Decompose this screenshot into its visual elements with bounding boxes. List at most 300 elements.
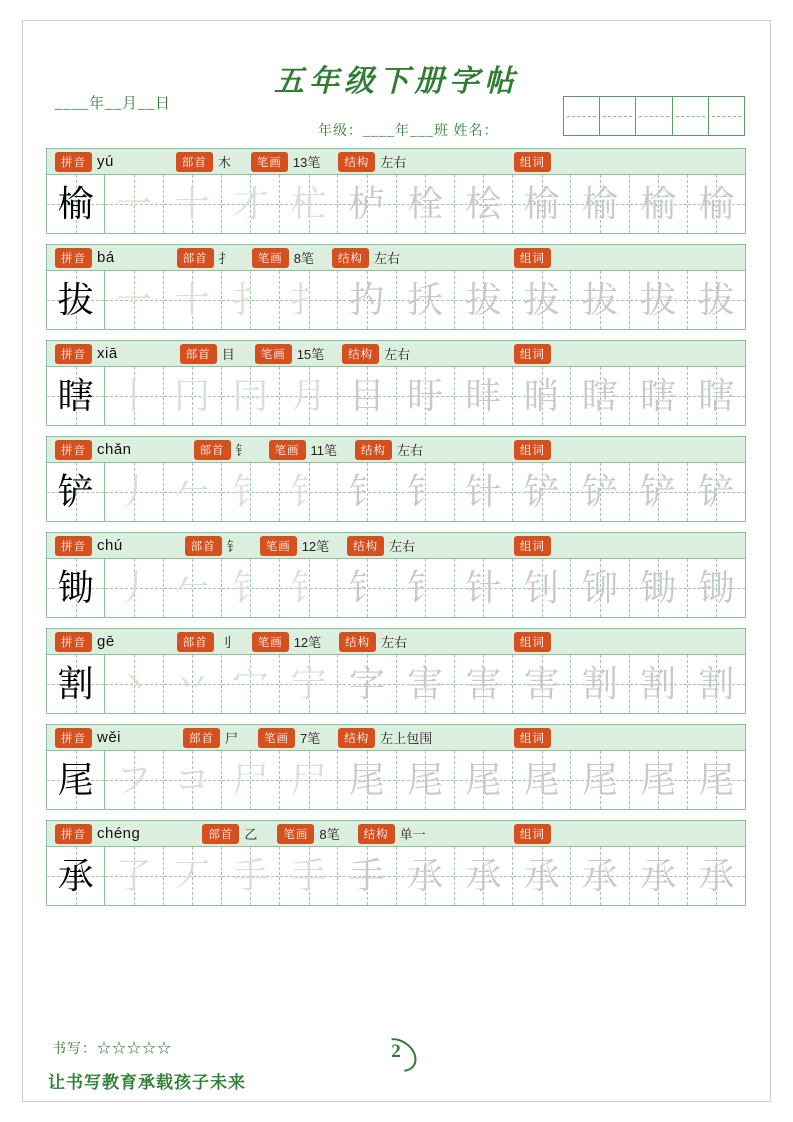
handwriting-rating-label: 书写： [52, 1042, 97, 1057]
structure-tag: 结构 [358, 824, 395, 844]
pinyin-value: xiā [97, 345, 118, 362]
tracing-grid [47, 559, 745, 617]
tracing-cell[interactable] [455, 559, 513, 617]
tracing-cell[interactable] [455, 847, 513, 905]
pinyin-value: chéng [97, 825, 141, 842]
stroke-order-glyph: 丿 [115, 568, 152, 608]
tracing-cell[interactable] [280, 367, 338, 425]
stroke-order-glyph: 睄 [523, 376, 560, 416]
character-meta [47, 533, 745, 559]
tracing-cell[interactable] [513, 463, 571, 521]
tracing-cell[interactable] [164, 367, 222, 425]
stroke-order-glyph: 盽 [465, 376, 502, 416]
stroke-order-glyph: 割 [640, 664, 677, 704]
stroke-order-glyph: 害 [407, 664, 444, 704]
tracing-cell[interactable] [630, 367, 688, 425]
tracing-cell[interactable] [222, 367, 280, 425]
strokes-tag: 笔画 [252, 248, 289, 268]
tracing-grid [47, 367, 745, 425]
stroke-order-glyph: 铲 [581, 472, 618, 512]
model-character: 瞎 [57, 376, 94, 416]
stroke-order-glyph: 锄 [698, 568, 735, 608]
strokes-tag: 笔画 [251, 152, 288, 172]
name-grid-cell[interactable] [709, 97, 744, 135]
strokes-tag: 笔画 [260, 536, 297, 556]
stroke-order-glyph: 拔 [523, 280, 560, 320]
tracing-cell[interactable] [338, 751, 396, 809]
character-meta [47, 821, 745, 847]
radical-value: 乙 [244, 827, 258, 842]
stroke-order-glyph: 尾 [523, 760, 560, 800]
tracing-cell[interactable] [513, 751, 571, 809]
character-row [46, 436, 746, 522]
radical-tag: 部首 [202, 824, 239, 844]
tracing-cell[interactable] [280, 751, 338, 809]
character-rows [46, 148, 746, 916]
stroke-order-glyph: 钅 [348, 472, 385, 512]
character-row [46, 532, 746, 618]
tracing-cell[interactable] [571, 463, 629, 521]
tracing-cell[interactable] [280, 655, 338, 713]
pinyin-value: chú [97, 537, 123, 554]
model-character-cell [47, 271, 105, 329]
tracing-cell[interactable] [164, 175, 222, 233]
words-tag: 组词 [514, 344, 551, 364]
tracing-cell[interactable] [688, 175, 745, 233]
stroke-order-glyph: 榆 [698, 184, 735, 224]
page-number-value: 2 [391, 1041, 401, 1062]
tracing-cell[interactable] [105, 847, 163, 905]
stroke-order-glyph: 钅 [232, 568, 269, 608]
stroke-order-glyph: 栌 [348, 184, 385, 224]
structure-tag: 结构 [347, 536, 384, 556]
stroke-order-glyph: 拔 [581, 280, 618, 320]
radical-value: 钅 [226, 539, 240, 554]
tracing-cell[interactable] [571, 367, 629, 425]
pinyin-tag: 拼音 [55, 248, 92, 268]
model-character: 拔 [57, 280, 94, 320]
tracing-cell[interactable] [338, 559, 396, 617]
tracing-cell[interactable] [105, 175, 163, 233]
stroke-order-glyph: コ [174, 760, 211, 800]
tracing-cell[interactable] [455, 655, 513, 713]
stroke-order-glyph: 𠂉 [174, 472, 211, 512]
structure-tag: 结构 [332, 248, 369, 268]
stroke-order-glyph: 尾 [465, 760, 502, 800]
stroke-order-glyph: 钊 [523, 568, 560, 608]
tracing-cell[interactable] [105, 367, 163, 425]
date-line: ____年__月__日 [55, 96, 172, 112]
stroke-order-glyph: 一 [115, 184, 152, 224]
model-character: 承 [57, 856, 94, 896]
stroke-order-glyph: 宁 [290, 664, 327, 704]
stroke-order-glyph: 铲 [698, 472, 735, 512]
tracing-cell[interactable] [571, 271, 629, 329]
tracing-cell[interactable] [222, 751, 280, 809]
stroke-order-glyph: フ [115, 760, 152, 800]
tracing-cell[interactable] [338, 847, 396, 905]
strokes-value: 8笔 [293, 251, 314, 266]
stroke-order-glyph: 锄 [640, 568, 677, 608]
name-grid-cell[interactable] [600, 97, 636, 135]
pinyin-tag: 拼音 [55, 824, 92, 844]
pinyin-value: bá [97, 249, 115, 266]
words-tag: 组词 [514, 824, 551, 844]
character-meta [47, 725, 745, 751]
strokes-tag: 笔画 [255, 344, 292, 364]
stroke-order-glyph: 承 [581, 856, 618, 896]
words-tag: 组词 [514, 248, 551, 268]
character-row [46, 340, 746, 426]
tracing-cell[interactable] [164, 559, 222, 617]
stroke-order-glyph: 尾 [348, 760, 385, 800]
tracing-cell[interactable] [571, 559, 629, 617]
stroke-order-glyph: 手 [348, 856, 385, 896]
stroke-order-glyph: 钅 [232, 472, 269, 512]
stroke-order-glyph: 杧 [290, 184, 327, 224]
radical-tag: 部首 [185, 536, 222, 556]
handwriting-rating [52, 1038, 172, 1058]
tracing-cell[interactable] [630, 463, 688, 521]
stroke-order-glyph: 丷 [174, 664, 211, 704]
tracing-cell[interactable] [222, 559, 280, 617]
tracing-cell[interactable] [164, 463, 222, 521]
stroke-order-glyph: 扌 [232, 280, 269, 320]
words-tag: 组词 [514, 632, 551, 652]
tracing-cell[interactable] [164, 751, 222, 809]
tracing-cell[interactable] [222, 655, 280, 713]
stroke-order-glyph: 栓 [407, 184, 444, 224]
tracing-cell[interactable] [455, 367, 513, 425]
tracing-cell[interactable] [338, 463, 396, 521]
tracing-cell[interactable] [688, 559, 745, 617]
tracing-cell[interactable] [280, 175, 338, 233]
tracing-cell[interactable] [571, 847, 629, 905]
stroke-order-glyph: 针 [465, 568, 502, 608]
radical-tag: 部首 [176, 152, 213, 172]
tracing-cell[interactable] [513, 655, 571, 713]
stroke-order-glyph: 尸 [290, 760, 327, 800]
tracing-cell[interactable] [688, 463, 745, 521]
pinyin-value: wěi [97, 729, 122, 746]
stroke-order-glyph: 瞎 [698, 376, 735, 416]
tracing-cell[interactable] [571, 655, 629, 713]
tracing-cell[interactable] [397, 847, 455, 905]
radical-tag: 部首 [194, 440, 231, 460]
radical-value: 钅 [235, 443, 249, 458]
stroke-order-glyph: 十 [174, 184, 211, 224]
stroke-order-glyph: 承 [640, 856, 677, 896]
character-row [46, 724, 746, 810]
stroke-order-glyph: 丆 [174, 856, 211, 896]
model-character: 榆 [57, 184, 94, 224]
stroke-order-glyph: 丿 [115, 472, 152, 512]
tracing-cell[interactable] [688, 751, 745, 809]
strokes-tag: 笔画 [258, 728, 295, 748]
tracing-cell[interactable] [455, 463, 513, 521]
radical-value: 尸 [225, 731, 239, 746]
model-character-cell [47, 463, 105, 521]
stroke-order-glyph: 冂 [174, 376, 211, 416]
stroke-order-glyph: 榆 [523, 184, 560, 224]
stroke-order-glyph: 尾 [407, 760, 444, 800]
radical-value: 目 [221, 347, 235, 362]
strokes-value: 12笔 [293, 635, 322, 650]
model-character-cell [47, 175, 105, 233]
stroke-order-glyph: 铲 [523, 472, 560, 512]
tracing-cell[interactable] [222, 463, 280, 521]
tracing-cell[interactable] [105, 655, 163, 713]
strokes-value: 8笔 [319, 827, 340, 842]
radical-value: 扌 [218, 251, 232, 266]
model-character-cell [47, 559, 105, 617]
tracing-cell[interactable] [105, 751, 163, 809]
character-meta [47, 629, 745, 655]
model-character: 锄 [57, 568, 94, 608]
stroke-order-glyph: 钅 [290, 568, 327, 608]
structure-tag: 结构 [338, 152, 375, 172]
radical-tag: 部首 [177, 632, 214, 652]
tracing-cell[interactable] [397, 175, 455, 233]
strokes-tag: 笔画 [252, 632, 289, 652]
strokes-value: 11笔 [310, 443, 338, 458]
strokes-value: 7笔 [300, 731, 321, 746]
tracing-grid [47, 847, 745, 905]
tracing-cell[interactable] [455, 751, 513, 809]
tracing-cell[interactable] [571, 751, 629, 809]
tracing-cell[interactable] [338, 271, 396, 329]
pinyin-value: gē [97, 633, 115, 650]
structure-value: 左右 [373, 251, 400, 266]
name-grid-cell[interactable] [564, 97, 600, 135]
structure-value: 单一 [399, 827, 426, 842]
structure-value: 左右 [380, 155, 407, 170]
tracing-cell[interactable] [630, 559, 688, 617]
stroke-order-glyph: 割 [581, 664, 618, 704]
tracing-cell[interactable] [630, 847, 688, 905]
stroke-order-glyph: 割 [698, 664, 735, 704]
structure-value: 左右 [384, 347, 411, 362]
handwriting-rating-stars: ☆☆☆☆☆ [97, 1042, 172, 1057]
structure-tag: 结构 [342, 344, 379, 364]
structure-tag: 结构 [339, 632, 376, 652]
stroke-order-glyph: 尾 [581, 760, 618, 800]
stroke-order-glyph: 一 [115, 280, 152, 320]
stroke-order-glyph: 钅 [407, 472, 444, 512]
tracing-cell[interactable] [397, 271, 455, 329]
words-tag: 组词 [514, 536, 551, 556]
page-title: 五年级下册字帖 [274, 65, 519, 98]
tracing-grid [47, 271, 745, 329]
radical-tag: 部首 [183, 728, 220, 748]
tracing-cell[interactable] [338, 175, 396, 233]
radical-tag: 部首 [180, 344, 217, 364]
pinyin-tag: 拼音 [55, 440, 92, 460]
tracing-cell[interactable] [513, 175, 571, 233]
tracing-cell[interactable] [280, 463, 338, 521]
stroke-order-glyph: 榆 [581, 184, 618, 224]
stroke-order-glyph: 瞎 [640, 376, 677, 416]
stroke-order-glyph: 目 [348, 376, 385, 416]
pinyin-value: chǎn [97, 441, 132, 458]
tracing-cell[interactable] [688, 271, 745, 329]
stroke-order-glyph: 月 [290, 376, 327, 416]
stroke-order-glyph: 了 [115, 856, 152, 896]
stroke-order-glyph: 盱 [407, 376, 444, 416]
character-row [46, 244, 746, 330]
stroke-order-glyph: 铆 [581, 568, 618, 608]
stroke-order-glyph: 丶 [115, 664, 152, 704]
tracing-cell[interactable] [455, 271, 513, 329]
model-character-cell [47, 655, 105, 713]
structure-value: 左右 [389, 539, 416, 554]
character-row [46, 820, 746, 906]
structure-tag: 结构 [355, 440, 392, 460]
tracing-cell[interactable] [222, 271, 280, 329]
tracing-cell[interactable] [280, 271, 338, 329]
tracing-cell[interactable] [630, 751, 688, 809]
words-tag: 组词 [514, 152, 551, 172]
character-row [46, 148, 746, 234]
page-number [376, 1036, 416, 1068]
tracing-cell[interactable] [630, 175, 688, 233]
radical-value: 木 [217, 155, 231, 170]
stroke-order-glyph: 承 [465, 856, 502, 896]
student-info-line: 年级：____年___班 姓名： [318, 124, 499, 139]
tracing-cell[interactable] [630, 271, 688, 329]
words-tag: 组词 [514, 440, 551, 460]
tracing-cell[interactable] [397, 367, 455, 425]
tracing-cell[interactable] [397, 655, 455, 713]
pinyin-tag: 拼音 [55, 344, 92, 364]
strokes-value: 13笔 [292, 155, 321, 170]
character-meta [47, 149, 745, 175]
tracing-cell[interactable] [338, 367, 396, 425]
stroke-order-glyph: 害 [523, 664, 560, 704]
stroke-order-glyph: 尾 [698, 760, 735, 800]
radical-value: 刂 [218, 635, 232, 650]
tracing-grid [47, 175, 745, 233]
stroke-order-glyph: 针 [465, 472, 502, 512]
stroke-order-glyph: 𠂉 [174, 568, 211, 608]
stroke-order-glyph: 承 [698, 856, 735, 896]
tracing-cell[interactable] [164, 655, 222, 713]
pinyin-tag: 拼音 [55, 632, 92, 652]
model-character-cell [47, 847, 105, 905]
stroke-order-glyph: 才 [232, 184, 269, 224]
name-writing-grid[interactable] [563, 96, 745, 136]
tracing-cell[interactable] [105, 559, 163, 617]
tracing-cell[interactable] [688, 655, 745, 713]
strokes-tag: 笔画 [277, 824, 314, 844]
strokes-value: 12笔 [301, 539, 330, 554]
stroke-order-glyph: 字 [348, 664, 385, 704]
stroke-order-glyph: 瞎 [581, 376, 618, 416]
stroke-order-glyph: 尾 [640, 760, 677, 800]
tracing-cell[interactable] [513, 271, 571, 329]
model-character-cell [47, 367, 105, 425]
tracing-cell[interactable] [397, 559, 455, 617]
tracing-cell[interactable] [338, 655, 396, 713]
footer-slogan: 让书写教育承载孩子未来 [48, 1073, 246, 1092]
tracing-cell[interactable] [222, 847, 280, 905]
stroke-order-glyph: 承 [523, 856, 560, 896]
tracing-grid [47, 751, 745, 809]
stroke-order-glyph: 扷 [407, 280, 444, 320]
tracing-cell[interactable] [105, 271, 163, 329]
stroke-order-glyph: 钅 [407, 568, 444, 608]
name-grid-cell[interactable] [673, 97, 709, 135]
character-meta [47, 437, 745, 463]
tracing-cell[interactable] [455, 175, 513, 233]
tracing-cell[interactable] [688, 367, 745, 425]
structure-value: 左右 [381, 635, 408, 650]
stroke-order-glyph: 扚 [348, 280, 385, 320]
structure-value: 左上包围 [380, 731, 433, 746]
structure-tag: 结构 [338, 728, 375, 748]
tracing-cell[interactable] [280, 559, 338, 617]
character-row [46, 628, 746, 714]
model-character: 割 [57, 664, 94, 704]
stroke-order-glyph: 拔 [698, 280, 735, 320]
tracing-cell[interactable] [397, 751, 455, 809]
character-meta [47, 341, 745, 367]
stroke-order-glyph: 钅 [348, 568, 385, 608]
stroke-order-glyph: 十 [174, 280, 211, 320]
strokes-tag: 笔画 [269, 440, 306, 460]
strokes-value: 15笔 [296, 347, 325, 362]
stroke-order-glyph: 铲 [640, 472, 677, 512]
model-character: 尾 [57, 760, 94, 800]
tracing-cell[interactable] [513, 559, 571, 617]
tracing-cell[interactable] [397, 463, 455, 521]
character-meta [47, 245, 745, 271]
pinyin-tag: 拼音 [55, 152, 92, 172]
stroke-order-glyph: 榆 [640, 184, 677, 224]
tracing-grid [47, 463, 745, 521]
name-grid-cell[interactable] [636, 97, 672, 135]
stroke-order-glyph: 扌 [290, 280, 327, 320]
stroke-order-glyph: 承 [407, 856, 444, 896]
tracing-cell[interactable] [222, 175, 280, 233]
words-tag: 组词 [514, 728, 551, 748]
stroke-order-glyph: 冃 [232, 376, 269, 416]
model-character: 铲 [57, 472, 94, 512]
stroke-order-glyph: 桧 [465, 184, 502, 224]
tracing-cell[interactable] [513, 367, 571, 425]
tracing-cell[interactable] [105, 463, 163, 521]
radical-tag: 部首 [177, 248, 214, 268]
pinyin-tag: 拼音 [55, 728, 92, 748]
structure-value: 左右 [397, 443, 424, 458]
stroke-order-glyph: 钅 [290, 472, 327, 512]
tracing-cell[interactable] [164, 271, 222, 329]
stroke-order-glyph: 害 [465, 664, 502, 704]
stroke-order-glyph: 宀 [232, 664, 269, 704]
stroke-order-glyph: 拔 [640, 280, 677, 320]
stroke-order-glyph: 丨 [115, 376, 152, 416]
pinyin-value: yú [97, 153, 114, 170]
tracing-cell[interactable] [688, 847, 745, 905]
stroke-order-glyph: 尸 [232, 760, 269, 800]
model-character-cell [47, 751, 105, 809]
tracing-cell[interactable] [630, 655, 688, 713]
tracing-cell[interactable] [280, 847, 338, 905]
tracing-cell[interactable] [513, 847, 571, 905]
tracing-cell[interactable] [571, 175, 629, 233]
tracing-cell[interactable] [164, 847, 222, 905]
pinyin-tag: 拼音 [55, 536, 92, 556]
